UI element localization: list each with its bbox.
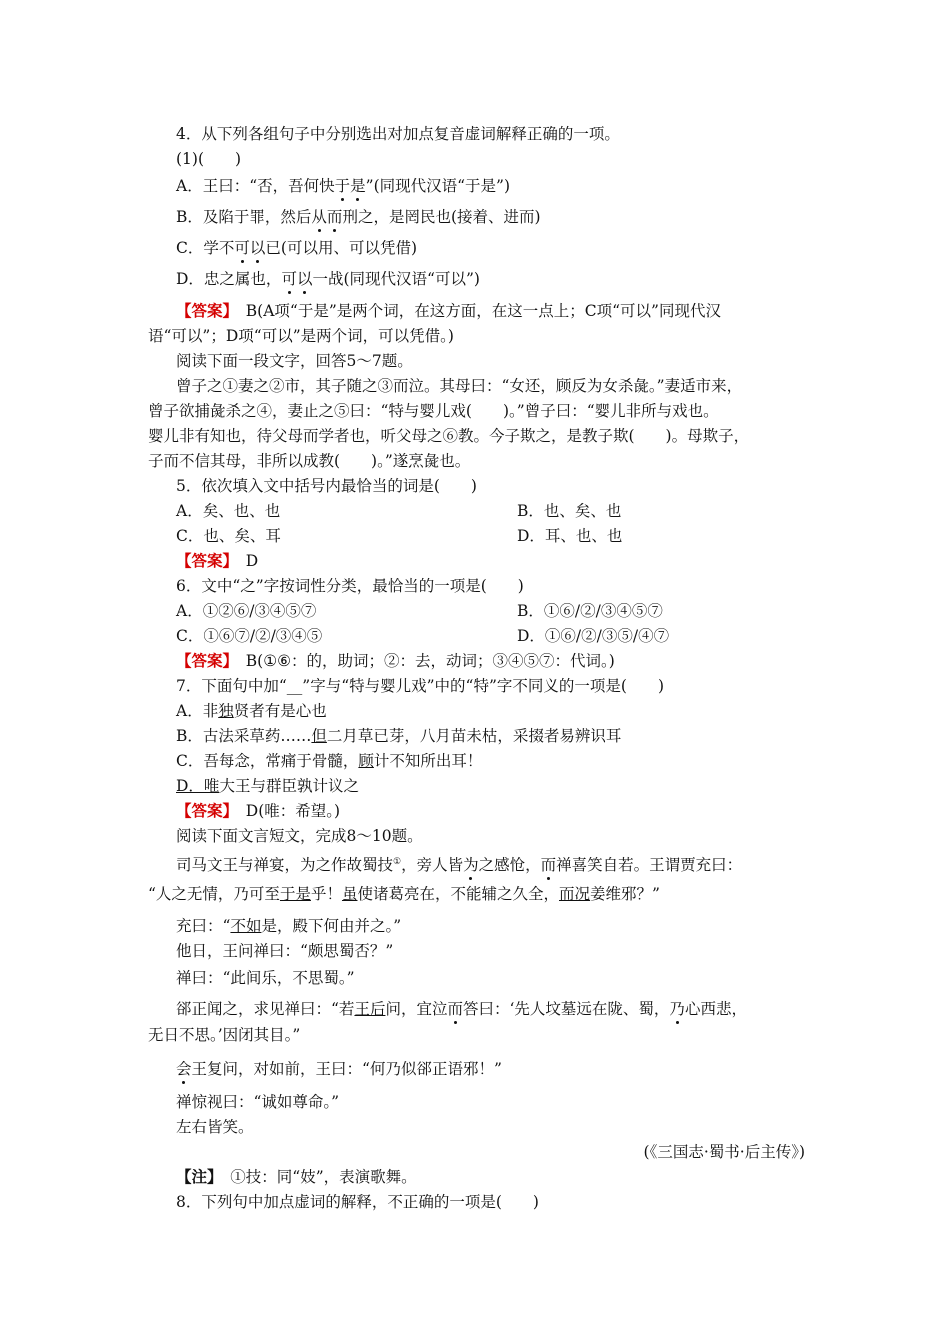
q5-option-b: B．也、矣、也 xyxy=(517,502,622,520)
passage2-line: 司马文王与禅宴，为之作故蜀技①，旁人皆为之感怆，而禅喜笑自若。王谓贾充曰： xyxy=(176,856,743,875)
passage1-line: 婴儿非有知也，待父母而学者也，听父母之⑥教。今子欺之，是教子欺( )。母欺子， xyxy=(148,427,750,445)
q4-option-b: B．及陷于罪，然后从而刑之，是罔民也(接着、进而) xyxy=(176,208,541,226)
passage1-line: 曾子之①妻之②市，其子随之③而泣。其母曰：“女还，顾反为女杀彘。”妻适市来， xyxy=(176,377,743,395)
q6-stem: 6．文中“之”字按词性分类，最恰当的一项是( ) xyxy=(176,577,524,595)
q7-option-a: A．非独贤者有是心也 xyxy=(176,702,327,720)
q7-option-d: D．唯大王与群臣孰计议之 xyxy=(176,777,359,795)
q5-option-c: C．也、矣、耳 xyxy=(176,527,281,545)
q6-option-c: C．①⑥⑦/②/③④⑤ xyxy=(176,627,323,645)
passage2-intro: 阅读下面文言短文，完成8～10题。 xyxy=(176,827,423,845)
q8-stem: 8．下列句中加点虚词的解释，不正确的一项是( ) xyxy=(176,1193,539,1211)
q6-option-b: B．①⑥/②/③④⑤⑦ xyxy=(517,602,663,620)
q5-stem: 5．依次填入文中括号内最恰当的词是( ) xyxy=(176,477,477,495)
passage2-line: 会王复问，对如前，王曰：“何乃似郤正语邪！” xyxy=(176,1060,502,1078)
q5-option-d: D．耳、也、也 xyxy=(517,527,623,545)
q4-answer-cont: 语“可以”；D项“可以”是两个词，可以凭借。) xyxy=(148,327,454,345)
passage2-source: (《三国志·蜀书·后主传》) xyxy=(643,1143,805,1161)
q4-answer: 【答案】 B(A项“于是”是两个词，在这方面，在这一点上；C项“可以”同现代汉 xyxy=(176,301,721,320)
q6-option-a: A．①②⑥/③④⑤⑦ xyxy=(176,602,317,620)
passage2-line: 禅惊视曰：“诚如尊命。” xyxy=(176,1093,340,1111)
passage2-line: 充曰：“不如是，殿下何由并之。” xyxy=(176,917,402,935)
passage2-line: 禅曰：“此间乐，不思蜀。” xyxy=(176,969,355,987)
passage2-line: 左右皆笑。 xyxy=(176,1118,254,1136)
q4-option-a: A．王曰：“否，吾何快于是”(同现代汉语“于是”) xyxy=(176,177,511,195)
passage1-line: 曾子欲捕彘杀之④，妻止之⑤曰：“特与婴儿戏( )。”曾子曰：“婴儿非所与戏也。 xyxy=(148,402,719,420)
passage1-intro: 阅读下面一段文字，回答5～7题。 xyxy=(176,352,413,370)
q4-stem: 4．从下列各组句子中分别选出对加点复音虚词解释正确的一项。 xyxy=(176,125,620,143)
q7-stem: 7．下面句中加“__”字与“特与婴儿戏”中的“特”字不同义的一项是( ) xyxy=(176,677,665,695)
q7-answer: 【答案】 D(唯：希望。) xyxy=(176,801,341,820)
q5-answer: 【答案】 D xyxy=(176,551,259,570)
passage2-line: 无日不思。’因闭其目。” xyxy=(148,1026,301,1044)
q6-answer: 【答案】 B(①⑥：的，助词；②：去，动词；③④⑤⑦：代词。) xyxy=(176,651,615,670)
q4-option-c: C．学不可以已(可以用、可以凭借) xyxy=(176,239,418,257)
q5-option-a: A．矣、也、也 xyxy=(176,502,281,520)
passage1-line: 子而不信其母，非所以成教( )。”遂烹彘也。 xyxy=(148,452,471,470)
passage2-line: 郤正闻之，求见禅曰：“若王后问，宜泣而答曰：‘先人坟墓远在陇、蜀，乃心西悲， xyxy=(176,1000,747,1018)
q6-option-d: D．①⑥/②/③⑤/④⑦ xyxy=(517,627,670,645)
q4-option-d: D．忠之属也，可以一战(同现代汉语“可以”) xyxy=(176,270,480,288)
passage2-note: 【注】 ①技：同“妓”，表演歌舞。 xyxy=(176,1167,417,1186)
q7-option-c: C．吾每念，常痛于骨髓，顾计不知所出耳！ xyxy=(176,752,483,770)
passage2-line: “人之无情，乃可至于是乎！虽使诸葛亮在，不能辅之久全，而况姜维邪？” xyxy=(148,885,660,903)
q4-sub: (1)( ) xyxy=(176,150,242,168)
passage2-line: 他日，王问禅曰：“颇思蜀否？” xyxy=(176,942,394,960)
q7-option-b: B．古法采草药……但二月草已芽，八月苗未枯，采掇者易辨识耳 xyxy=(176,727,622,745)
